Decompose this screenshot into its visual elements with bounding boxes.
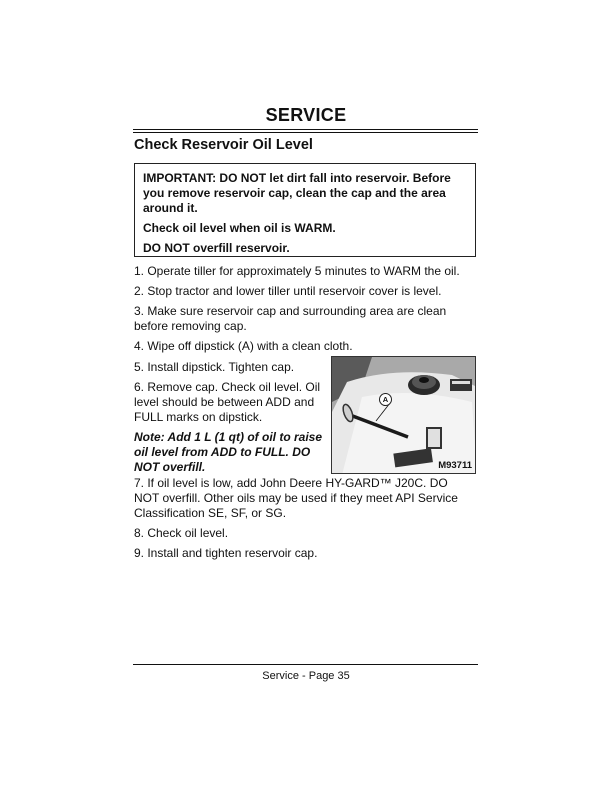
step-5: 5. Install dipstick. Tighten cap. <box>134 360 295 374</box>
step-4: 4. Wipe off dipstick (A) with a clean cloth. <box>134 339 353 353</box>
step-7: 7. If oil level is low, add John Deere HY-GARD™ J20C. DO NOT overfill. Other oils may be used if they meet API Service Classification SE, SF, or SG. <box>134 476 458 520</box>
overfill-warning: DO NOT overfill reservoir. <box>143 241 290 255</box>
page-heading: Check Reservoir Oil Level <box>134 137 313 153</box>
page-footer: Service - Page 35 <box>262 670 350 682</box>
oil-note: Note: Add 1 L (1 qt) of oil to raise oil level from ADD to FULL. DO NOT overfill. <box>134 430 323 474</box>
callout-a: A <box>379 393 392 406</box>
steps-list-bottom <box>134 476 476 566</box>
steps-list-top <box>134 264 476 359</box>
step-2: 2. Stop tractor and lower tiller until reservoir cover is level. <box>134 284 442 298</box>
step-9: 9. Install and tighten reservoir cap. <box>134 546 318 560</box>
important-text: IMPORTANT: DO NOT let dirt fall into reservoir. Before you remove reservoir cap, clean the cap and the area around it. <box>143 171 451 215</box>
step-8: 8. Check oil level. <box>134 526 229 540</box>
steps-list-mid <box>134 360 324 480</box>
footer-divider <box>133 664 478 665</box>
section-title: SERVICE <box>265 105 347 125</box>
reservoir-illustration <box>332 357 476 474</box>
reservoir-photo <box>331 356 476 474</box>
figure-id: M93711 <box>438 460 472 471</box>
warm-oil-note: Check oil level when oil is WARM. <box>143 221 336 235</box>
step-3: 3. Make sure reservoir cap and surrounding area are clean before removing cap. <box>134 304 447 333</box>
header-divider <box>133 129 478 133</box>
step-6: 6. Remove cap. Check oil level. Oil level should be between ADD and FULL marks on dipstick. <box>134 380 321 424</box>
step-1: 1. Operate tiller for approximately 5 minutes to WARM the oil. <box>134 264 460 278</box>
important-notice-box <box>134 163 476 257</box>
